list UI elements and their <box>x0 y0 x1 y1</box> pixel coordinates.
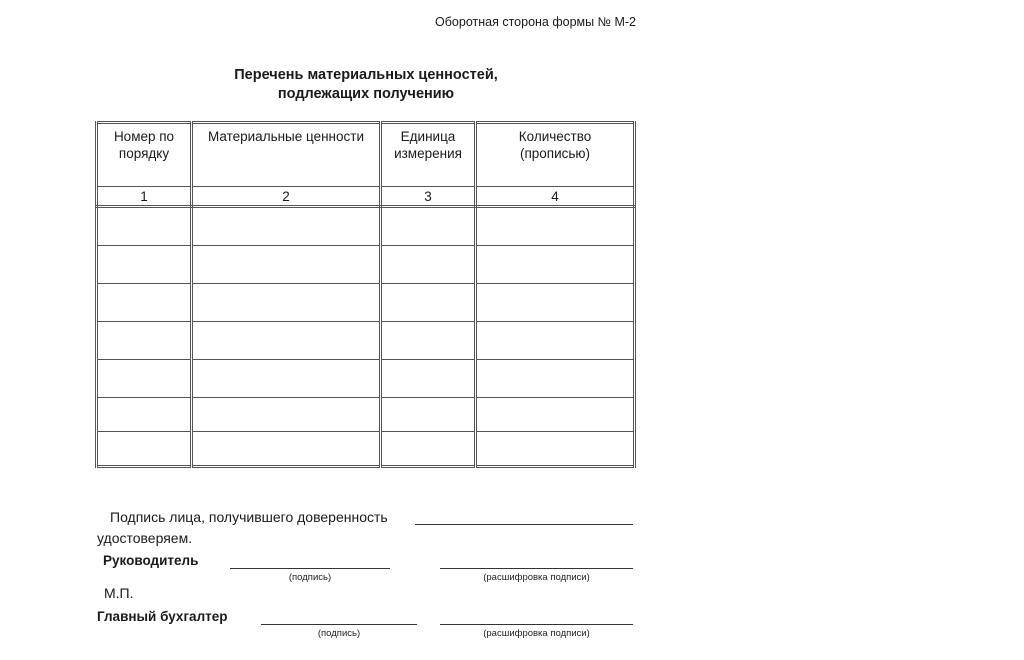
director-signature-caption: (подпись) <box>288 572 332 583</box>
cell-materials[interactable] <box>192 398 381 432</box>
stamp-label: М.П. <box>104 585 134 601</box>
header-text: (прописью) <box>519 146 591 161</box>
cell-unit[interactable] <box>381 360 476 398</box>
column-header-quantity <box>476 123 635 187</box>
column-number: 4 <box>476 187 635 207</box>
cell-number[interactable] <box>97 432 192 467</box>
certify-suffix: удостоверяем. <box>97 530 193 546</box>
column-number: 1 <box>97 187 192 207</box>
cell-materials[interactable] <box>192 284 381 322</box>
cell-quantity[interactable] <box>476 322 635 360</box>
director-decode-line[interactable] <box>440 568 633 569</box>
column-header-unit <box>381 123 476 187</box>
column-header-materials <box>192 123 381 187</box>
title-line-2: подлежащих получению <box>277 86 455 102</box>
column-number-row <box>97 187 635 207</box>
form-note: Оборотная сторона формы № М-2 <box>435 15 636 29</box>
accountant-decode-line[interactable] <box>440 624 633 625</box>
certify-text: Подпись лица, получившего доверенность <box>110 509 388 525</box>
table-row <box>97 432 635 467</box>
table-row <box>97 322 635 360</box>
recipient-signature-line[interactable] <box>415 524 633 525</box>
director-decode-caption: (расшифровка подписи) <box>483 572 590 583</box>
header-text: измерения <box>394 146 462 161</box>
cell-materials[interactable] <box>192 207 381 246</box>
header-text: Номер по <box>113 129 175 144</box>
title-line-1: Перечень материальных ценностей, <box>234 67 498 83</box>
cell-number[interactable] <box>97 322 192 360</box>
table-row <box>97 360 635 398</box>
accountant-decode-caption: (расшифровка подписи) <box>483 628 590 639</box>
header-text: Количество <box>518 129 592 144</box>
cell-unit[interactable] <box>381 246 476 284</box>
materials-table <box>95 121 636 468</box>
cell-unit[interactable] <box>381 284 476 322</box>
cell-quantity[interactable] <box>476 246 635 284</box>
page-title <box>96 66 636 104</box>
column-number: 3 <box>381 187 476 207</box>
cell-unit[interactable] <box>381 398 476 432</box>
table-row <box>97 284 635 322</box>
cell-materials[interactable] <box>192 246 381 284</box>
accountant-signature-caption: (подпись) <box>317 628 361 639</box>
cell-unit[interactable] <box>381 207 476 246</box>
director-label: Руководитель <box>103 553 199 568</box>
cell-quantity[interactable] <box>476 360 635 398</box>
table-row <box>97 246 635 284</box>
cell-materials[interactable] <box>192 360 381 398</box>
cell-number[interactable] <box>97 246 192 284</box>
cell-number[interactable] <box>97 207 192 246</box>
accountant-label: Главный бухгалтер <box>97 609 228 624</box>
header-text: Единица <box>400 129 456 144</box>
cell-unit[interactable] <box>381 322 476 360</box>
header-text: Материальные ценности <box>207 129 364 144</box>
table-row <box>97 398 635 432</box>
column-header-number <box>97 123 192 187</box>
director-signature-line[interactable] <box>230 568 390 569</box>
accountant-signature-line[interactable] <box>261 624 417 625</box>
table-header-row <box>97 123 635 187</box>
cell-quantity[interactable] <box>476 284 635 322</box>
cell-quantity[interactable] <box>476 207 635 246</box>
cell-materials[interactable] <box>192 322 381 360</box>
cell-number[interactable] <box>97 360 192 398</box>
table-row <box>97 207 635 246</box>
column-number: 2 <box>192 187 381 207</box>
header-text: порядку <box>118 146 170 161</box>
cell-quantity[interactable] <box>476 432 635 467</box>
cell-quantity[interactable] <box>476 398 635 432</box>
cell-unit[interactable] <box>381 432 476 467</box>
cell-number[interactable] <box>97 398 192 432</box>
cell-materials[interactable] <box>192 432 381 467</box>
cell-number[interactable] <box>97 284 192 322</box>
